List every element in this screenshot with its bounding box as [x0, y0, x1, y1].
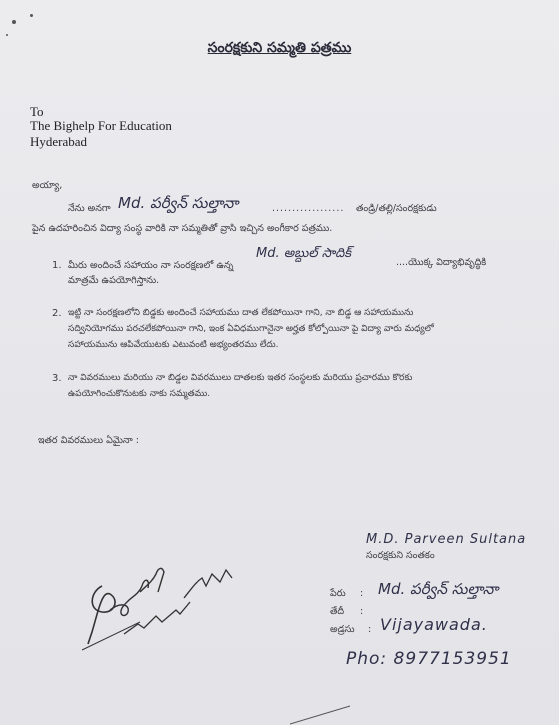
phone-number: Pho: 8977153951	[346, 649, 512, 669]
item-1-number: 1.	[52, 260, 62, 271]
item-1-filled-name: Md. అబ్దుల్ సాదిక్	[256, 246, 352, 261]
item-3-line1: నా వివరములు మరియు నా బిడ్డల వివరములు దాతలకు ఇతర సంస్థలకు మరియు ప్రచారము కొరకు	[68, 373, 413, 383]
date-label: తేదీ	[330, 606, 345, 617]
name-label: పేరు	[330, 588, 346, 599]
intro-name-filled: Md. పర్వీన్ సుల్తానా	[118, 194, 239, 212]
item-2-line1: ఇట్టి నా సంరక్షణలోని బిడ్డకు అందించే సహాయము దాత లేకపోయినా గాని, నా బిడ్డ ఆ సహాయమును	[68, 308, 414, 318]
name-colon: :	[360, 588, 364, 599]
item-1-pre: మీరు అందించే సహాయం నా సంరక్షణలో ఉన్న	[68, 260, 234, 271]
other-details-label: ఇతర వివరములు ఏమైనా :	[38, 435, 140, 446]
item-2-number: 2.	[52, 308, 62, 319]
date-colon: :	[360, 606, 364, 617]
intro-dots: ..................	[272, 203, 345, 214]
salutation: అయ్యా,	[32, 180, 63, 191]
address-colon: :	[368, 624, 372, 635]
item-1-line2: మాత్రమే ఉపయోగిస్తాను.	[68, 275, 160, 286]
item-3-number: 3.	[52, 373, 62, 384]
intro-line2: పైన ఉదహరించిన విద్యా సంస్థ వారికి నా సమ్మతితో వ్రాసి ఇచ్చిన అంగీకార పత్రము.	[32, 223, 333, 234]
stray-pen-mark	[290, 700, 360, 725]
scan-speck	[12, 20, 16, 24]
name-value: Md. పర్వీన్ సుల్తానా	[378, 580, 499, 598]
guardian-name-handwritten: M.D. Parveen Sultana	[366, 532, 527, 547]
address-org: The Bighelp For Education	[30, 118, 172, 133]
guardian-signature-label: సంరక్షకుని సంతకం	[366, 550, 435, 561]
address-to: To	[30, 104, 44, 119]
address-label: అడ్రసు	[330, 624, 355, 635]
intro-suffix: తండ్రి/తల్లి/సంరక్షకుడు	[356, 203, 437, 214]
address-value: Vijayawada.	[380, 615, 488, 634]
page-title: సంరక్షకుని సమ్మతి పత్రము	[207, 40, 352, 56]
item-1-post: ....యొక్క విద్యాభివృద్ధికి	[396, 257, 487, 268]
intro-prefix: నేను అనగా	[68, 203, 111, 214]
scan-speck	[6, 34, 8, 36]
scan-speck	[30, 14, 33, 17]
left-signature	[80, 552, 250, 652]
item-3-line2: ఉపయోగించుకొనుటకు నాకు సమ్మతము.	[68, 389, 211, 399]
item-2-line3: సహాయమును ఆపివేయుటకు ఎటువంటి అభ్యంతరము లేదు.	[68, 340, 279, 350]
item-2-line2: సద్వినియోగము పరచలేకపోయినా గాని, ఇంక ఏవిధముగానైనా అర్హత కోల్పోయినా పై విద్యా వారు మధ్యలో	[68, 324, 434, 334]
address-city: Hyderabad	[30, 134, 88, 149]
